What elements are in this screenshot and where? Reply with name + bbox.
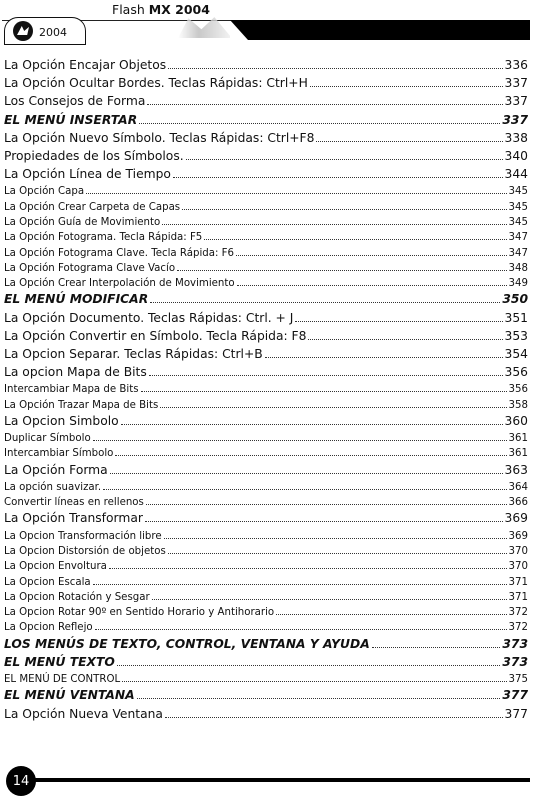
- toc-leader-dots: [121, 424, 503, 425]
- toc-entry-page: 337: [504, 76, 528, 91]
- toc-entry: [4, 382, 528, 397]
- toc-leader-dots: [147, 104, 502, 105]
- toc-entry-title: La Opcion Simbolo: [4, 413, 119, 428]
- toc-entry-page: 364: [508, 481, 528, 493]
- toc-entry: [4, 75, 528, 93]
- header-title: Flash MX 2004: [112, 2, 210, 17]
- toc-entry-title: Intercambiar Mapa de Bits: [4, 384, 139, 396]
- toc-entry-title: La Opcion Envoltura: [4, 561, 107, 573]
- toc-leader-dots: [164, 538, 507, 539]
- toc-leader-dots: [141, 391, 507, 392]
- toc-entry-title: EL MENÚ DE CONTROL: [4, 674, 121, 686]
- toc-entry: [4, 148, 528, 166]
- toc-entry-page: 350: [502, 292, 528, 307]
- toc-entry: [4, 328, 528, 346]
- toc-entry: [4, 636, 528, 654]
- toc-entry: [4, 130, 528, 148]
- toc-entry: [4, 413, 528, 431]
- toc-entry-page: 347: [508, 232, 528, 244]
- toc-entry: [4, 310, 528, 328]
- toc-leader-dots: [372, 647, 501, 648]
- toc-leader-dots: [145, 521, 503, 522]
- toc-leader-dots: [276, 614, 506, 615]
- toc-entry-title: La Opción Línea de Tiempo: [4, 167, 171, 182]
- toc-entry-page: 375: [508, 674, 528, 686]
- toc-entry: [4, 346, 528, 364]
- toc-leader-dots: [165, 717, 503, 718]
- toc-entry-page: 363: [504, 462, 528, 477]
- toc-entry-title: EL MENÚ TEXTO: [4, 654, 115, 669]
- toc-entry: [4, 166, 528, 184]
- toc-entry: [4, 462, 528, 480]
- page-footer: [0, 760, 533, 800]
- toc-entry: [4, 291, 528, 309]
- toc-entry: [4, 575, 528, 590]
- toc-entry-page: 356: [508, 384, 528, 396]
- toc-entry-page: 370: [508, 545, 528, 557]
- toc-entry-title: La Opción Capa: [4, 186, 85, 198]
- toc-entry-title: La Opción Convertir en Símbolo. Tecla Rápida: F8: [4, 328, 307, 343]
- toc-entry-page: 344: [504, 167, 528, 182]
- toc-entry-page: 377: [502, 688, 528, 703]
- toc-entry-page: 351: [504, 310, 528, 325]
- toc-entry-page: 337: [504, 94, 528, 109]
- toc-leader-dots: [182, 209, 506, 210]
- toc-entry-page: 358: [508, 399, 528, 411]
- toc-leader-dots: [160, 407, 506, 408]
- toc-entry: [4, 398, 528, 413]
- toc-entry-page: 371: [508, 591, 528, 603]
- toc-entry-title: La Opción Documento. Teclas Rápidas: Ctrl. + J: [4, 310, 294, 325]
- toc-entry-title: La Opcion Transformación libre: [4, 530, 162, 542]
- toc-entry: [4, 480, 528, 495]
- toc-entry: [4, 246, 528, 261]
- toc-entry-title: La Opción Fotograma. Tecla Rápida: F5: [4, 232, 203, 244]
- toc-entry-title: La Opción Nueva Ventana: [4, 706, 163, 721]
- toc-leader-dots: [139, 123, 500, 124]
- toc-leader-dots: [316, 141, 502, 142]
- toc-leader-dots: [109, 568, 507, 569]
- toc-entry: [4, 495, 528, 510]
- toc-entry: [4, 446, 528, 461]
- flash-logo-icon: [13, 21, 33, 41]
- toc-entry-title: La Opcion Escala: [4, 576, 91, 588]
- toc-leader-dots: [186, 159, 503, 160]
- toc-entry-page: 345: [508, 201, 528, 213]
- toc-leader-dots: [115, 455, 506, 456]
- footer-rule: [32, 778, 530, 782]
- toc-entry: [4, 544, 528, 559]
- toc-entry-page: 338: [504, 130, 528, 145]
- toc-entry-page: 372: [508, 622, 528, 634]
- toc-leader-dots: [237, 285, 507, 286]
- toc-entry-title: La Opcion Reflejo: [4, 622, 93, 634]
- toc-entry: [4, 184, 528, 199]
- toc-entry: [4, 706, 528, 724]
- toc-entry-page: 361: [508, 448, 528, 460]
- toc-leader-dots: [265, 357, 503, 358]
- toc-entry-title: La Opción Forma: [4, 462, 108, 477]
- toc-leader-dots: [146, 504, 507, 505]
- toc-entry-title: EL MENÚ VENTANA: [4, 688, 135, 703]
- toc-entry: [4, 529, 528, 544]
- toc-entry-title: Propiedades de los Símbolos.: [4, 148, 184, 163]
- toc-leader-dots: [168, 553, 507, 554]
- toc-entry: [4, 605, 528, 620]
- toc-entry-page: 371: [508, 576, 528, 588]
- toc-entry: [4, 112, 528, 130]
- toc-entry-page: 356: [504, 365, 528, 380]
- toc-entry: [4, 261, 528, 276]
- toc-entry-title: Intercambiar Símbolo: [4, 448, 114, 460]
- toc-entry: [4, 57, 528, 75]
- toc-entry: [4, 687, 528, 705]
- toc-entry-page: 345: [508, 216, 528, 228]
- header-black-band: [230, 20, 530, 40]
- toc-entry-page: 372: [508, 607, 528, 619]
- toc-entry-page: 360: [504, 413, 528, 428]
- toc-entry-title: EL MENÚ MODIFICAR: [4, 292, 149, 307]
- toc-entry-title: La Opcion Rotar 90º en Sentido Horario y Antihorario: [4, 607, 275, 619]
- toc-entry: [4, 200, 528, 215]
- toc-leader-dots: [117, 665, 501, 666]
- toc-entry-title: EL MENÚ INSERTAR: [4, 112, 138, 127]
- toc-leader-dots: [93, 584, 507, 585]
- toc-entry: [4, 431, 528, 446]
- toc-entry-page: 373: [502, 654, 528, 669]
- toc-entry-page: 377: [504, 706, 528, 721]
- toc-entry-title: La Opción Nuevo Símbolo. Teclas Rápidas: Ctrl+F8: [4, 130, 315, 145]
- toc-entry-title: La Opción Trazar Mapa de Bits: [4, 399, 159, 411]
- page-header: [0, 0, 533, 46]
- toc-entry: [4, 620, 528, 635]
- toc-entry-page: 347: [508, 247, 528, 259]
- toc-entry-title: Duplicar Símbolo: [4, 433, 91, 445]
- toc-leader-dots: [137, 698, 501, 699]
- toc-entry-title: Convertir líneas en rellenos: [4, 497, 144, 509]
- toc-entry-page: 370: [508, 561, 528, 573]
- toc-entry: [4, 654, 528, 672]
- toc-leader-dots: [150, 302, 500, 303]
- toc-entry-title: La opcion Mapa de Bits: [4, 365, 147, 380]
- toc-entry-title: La Opción Guía de Movimiento: [4, 216, 161, 228]
- toc-entry: [4, 590, 528, 605]
- toc-entry-page: 345: [508, 186, 528, 198]
- toc-leader-dots: [295, 321, 502, 322]
- toc-leader-dots: [177, 270, 506, 271]
- toc-entry-title: La Opción Crear Carpeta de Capas: [4, 201, 181, 213]
- toc-entry-page: 373: [502, 636, 528, 651]
- toc-entry-title: La Opción Encajar Objetos: [4, 58, 167, 72]
- header-logo-tab: [4, 17, 86, 45]
- toc-entry: [4, 93, 528, 111]
- toc-entry-page: 354: [504, 346, 528, 361]
- toc-entry: [4, 364, 528, 382]
- toc-leader-dots: [95, 629, 507, 630]
- toc-leader-dots: [149, 375, 503, 376]
- toc-entry-title: La Opción Fotograma Clave. Tecla Rápida: F6: [4, 247, 235, 259]
- toc-leader-dots: [152, 599, 507, 600]
- toc-entry-page: 369: [508, 530, 528, 542]
- toc-leader-dots: [93, 440, 507, 441]
- toc-entry: [4, 559, 528, 574]
- toc-entry-title: La Opción Fotograma Clave Vacío: [4, 262, 176, 274]
- header-year: 2004: [39, 26, 67, 39]
- toc-entry-title: La Opcion Distorsión de objetos: [4, 545, 166, 557]
- toc-entry-title: La Opcion Rotación y Sesgar: [4, 591, 150, 603]
- toc-entry-title: La Opción Transformar: [4, 511, 143, 526]
- toc-leader-dots: [173, 177, 503, 178]
- toc-entry-page: 369: [504, 511, 528, 526]
- toc-leader-dots: [86, 193, 506, 194]
- page-number: 14: [6, 766, 36, 796]
- toc-entry-title: La Opcion Separar. Teclas Rápidas: Ctrl+B: [4, 346, 263, 361]
- toc-entry-title: Los Consejos de Forma: [4, 94, 146, 109]
- toc-entry-page: 337: [502, 112, 528, 127]
- toc-entry: [4, 215, 528, 230]
- toc-entry: [4, 510, 528, 528]
- toc-leader-dots: [122, 681, 506, 682]
- toc-entry-title: La opción suavizar.: [4, 481, 102, 493]
- toc-entry-title: LOS MENÚS DE TEXTO, CONTROL, VENTANA Y AYUDA: [4, 636, 370, 651]
- toc-leader-dots: [204, 239, 506, 240]
- toc-entry-page: 336: [504, 58, 528, 72]
- toc-leader-dots: [310, 86, 503, 87]
- toc-entry: [4, 672, 528, 687]
- toc-entry-page: 366: [508, 497, 528, 509]
- toc-leader-dots: [103, 489, 506, 490]
- toc-entry: [4, 230, 528, 245]
- toc-entry-page: 353: [504, 328, 528, 343]
- toc-entry-page: 361: [508, 433, 528, 445]
- toc-leader-dots: [110, 473, 503, 474]
- toc-leader-dots: [162, 224, 506, 225]
- toc-entry-page: 348: [508, 262, 528, 274]
- toc-entry-page: 340: [504, 148, 528, 163]
- toc-entry-page: 349: [508, 278, 528, 290]
- table-of-contents: [4, 57, 528, 724]
- toc-leader-dots: [168, 68, 502, 69]
- toc-leader-dots: [308, 339, 502, 340]
- toc-entry-title: La Opción Crear Interpolación de Movimiento: [4, 278, 235, 290]
- toc-entry: [4, 276, 528, 291]
- toc-entry-title: La Opción Ocultar Bordes. Teclas Rápidas: Ctrl+H: [4, 76, 308, 91]
- toc-leader-dots: [236, 255, 507, 256]
